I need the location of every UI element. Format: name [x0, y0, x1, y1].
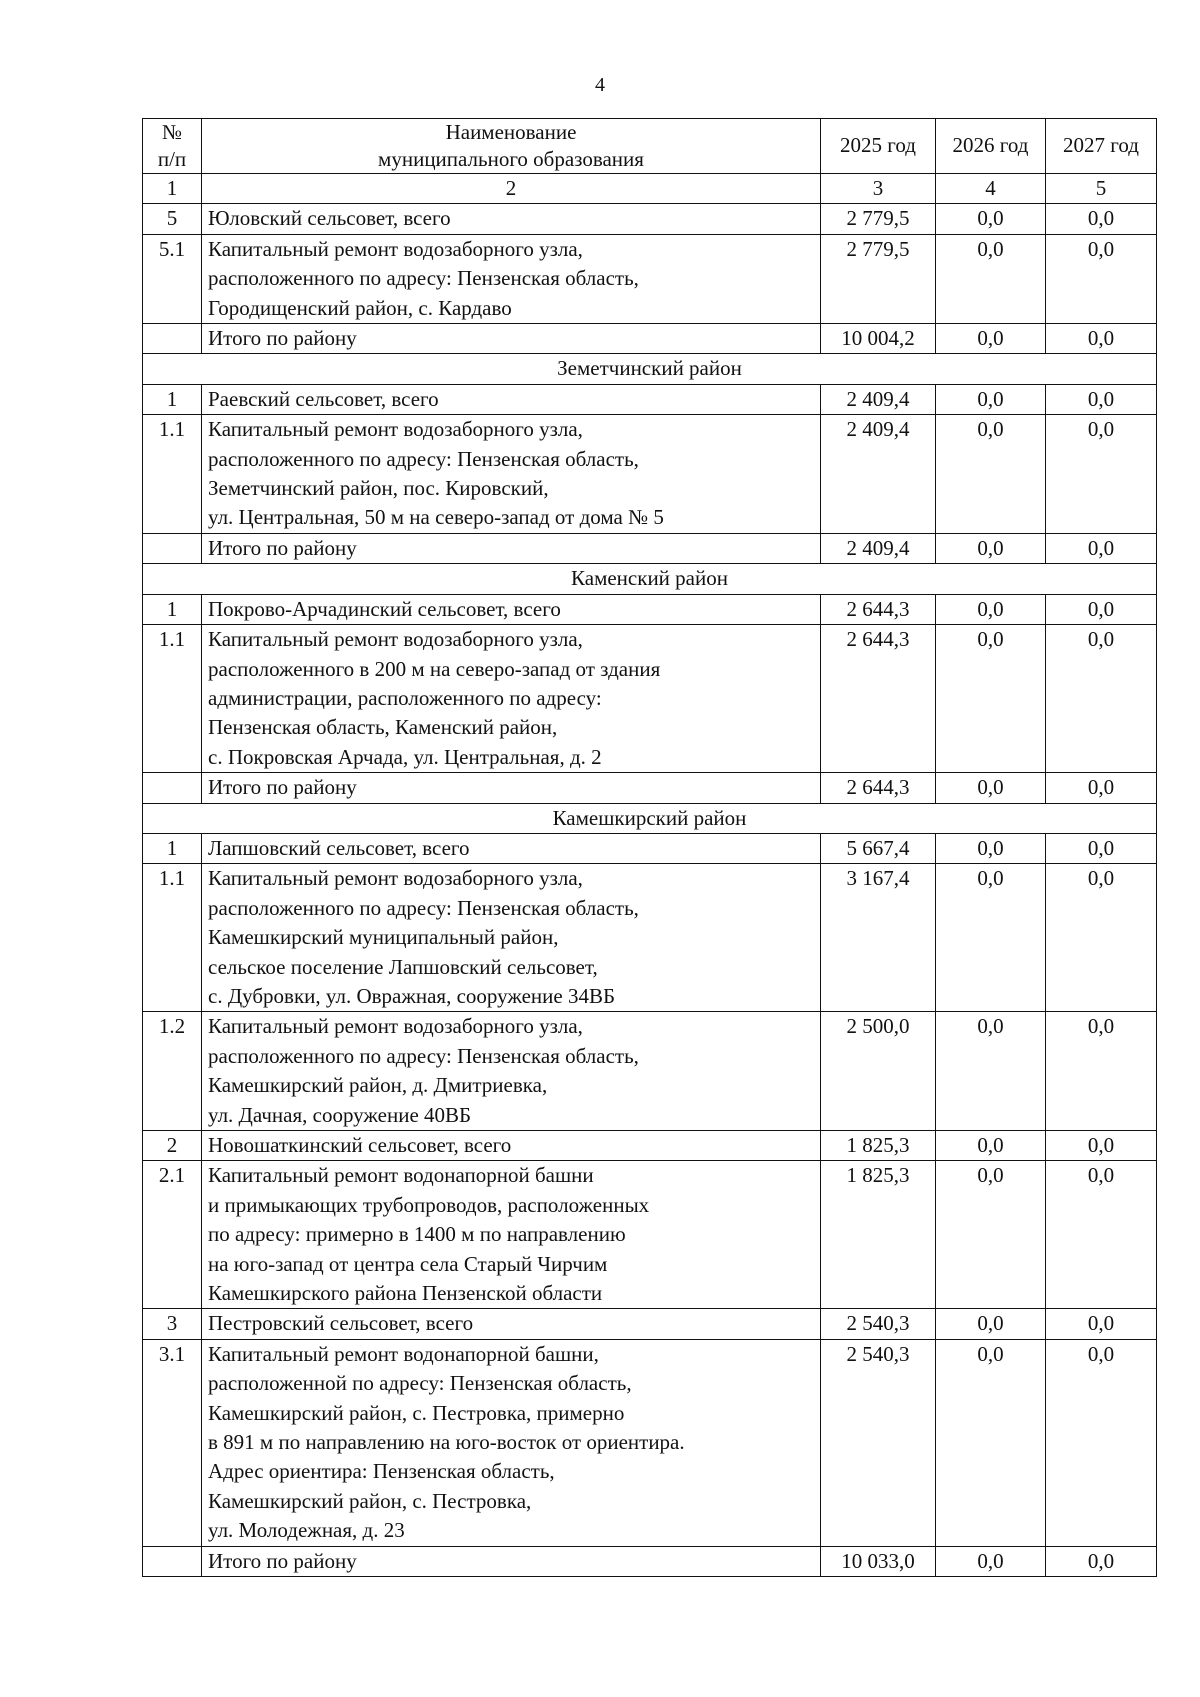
table-row — [143, 773, 1157, 803]
column-index-row — [143, 174, 1157, 204]
table-header — [143, 119, 1157, 174]
column-index: 2 — [202, 174, 821, 204]
value-2025: 2 644,3 — [821, 625, 936, 773]
row-name: Покрово-Арчадинский сельсовет, всего — [202, 594, 821, 624]
district-header-row — [143, 803, 1157, 833]
value-2026: 0,0 — [936, 533, 1046, 563]
header-2027: 2027 год — [1046, 119, 1157, 174]
row-number: 1 — [143, 594, 202, 624]
row-name: Пестровский сельсовет, всего — [202, 1309, 821, 1339]
value-2027: 0,0 — [1046, 234, 1157, 323]
row-number — [143, 1546, 202, 1576]
budget-table — [142, 118, 1157, 1577]
value-2025: 10 004,2 — [821, 324, 936, 354]
value-2026: 0,0 — [936, 204, 1046, 234]
value-2025: 1 825,3 — [821, 1131, 936, 1161]
table-row — [143, 1339, 1157, 1546]
value-2025: 2 540,3 — [821, 1339, 936, 1546]
value-2027: 0,0 — [1046, 1131, 1157, 1161]
value-2027: 0,0 — [1046, 415, 1157, 534]
column-index: 3 — [821, 174, 936, 204]
table-row — [143, 204, 1157, 234]
page-number: 4 — [595, 74, 605, 96]
value-2027: 0,0 — [1046, 1161, 1157, 1309]
table-row — [143, 384, 1157, 414]
row-number: 5.1 — [143, 234, 202, 323]
row-number — [143, 773, 202, 803]
value-2027: 0,0 — [1046, 1546, 1157, 1576]
value-2025: 2 779,5 — [821, 204, 936, 234]
value-2026: 0,0 — [936, 625, 1046, 773]
row-name: Капитальный ремонт водозаборного узла, расположенного по адресу: Пензенская область, Камешкирский район, д. Дмитриевка, ул. Дачная, сооружение 40ВБ — [202, 1012, 821, 1131]
table-row — [143, 864, 1157, 1012]
header-name — [202, 119, 821, 174]
row-number: 1 — [143, 833, 202, 863]
header-row — [143, 119, 1157, 174]
district-header-row — [143, 564, 1157, 594]
row-name: Юловский сельсовет, всего — [202, 204, 821, 234]
row-name: Итого по району — [202, 773, 821, 803]
value-2027: 0,0 — [1046, 625, 1157, 773]
value-2027: 0,0 — [1046, 833, 1157, 863]
table-row — [143, 625, 1157, 773]
value-2026: 0,0 — [936, 833, 1046, 863]
value-2026: 0,0 — [936, 415, 1046, 534]
row-name: Итого по району — [202, 533, 821, 563]
row-number: 1 — [143, 384, 202, 414]
value-2027: 0,0 — [1046, 864, 1157, 1012]
row-number: 5 — [143, 204, 202, 234]
value-2025: 10 033,0 — [821, 1546, 936, 1576]
row-name: Капитальный ремонт водозаборного узла, расположенного по адресу: Пензенская область, Земетчинский район, пос. Кировский, ул. Центральная, 50 м на северо-запад от дома № 5 — [202, 415, 821, 534]
value-2027: 0,0 — [1046, 773, 1157, 803]
header-num-text: № п/п — [157, 120, 187, 171]
table-row — [143, 234, 1157, 323]
table-row — [143, 533, 1157, 563]
value-2026: 0,0 — [936, 773, 1046, 803]
row-number: 1.1 — [143, 415, 202, 534]
value-2026: 0,0 — [936, 324, 1046, 354]
row-number: 3 — [143, 1309, 202, 1339]
column-index: 5 — [1046, 174, 1157, 204]
value-2025: 2 779,5 — [821, 234, 936, 323]
value-2027: 0,0 — [1046, 384, 1157, 414]
row-name: Итого по району — [202, 1546, 821, 1576]
table-row — [143, 833, 1157, 863]
column-index: 4 — [936, 174, 1046, 204]
value-2026: 0,0 — [936, 1309, 1046, 1339]
value-2025: 2 500,0 — [821, 1012, 936, 1131]
row-number — [143, 324, 202, 354]
value-2026: 0,0 — [936, 1131, 1046, 1161]
row-name: Капитальный ремонт водонапорной башни и примыкающих трубопроводов, расположенных по адресу: примерно в 1400 м по направлению на юго-запад от центра села Старый Чирчим Камешкирского района Пензенской области — [202, 1161, 821, 1309]
district-header-row — [143, 354, 1157, 384]
value-2027: 0,0 — [1046, 1309, 1157, 1339]
value-2027: 0,0 — [1046, 204, 1157, 234]
district-name: Камешкирский район — [143, 803, 1157, 833]
row-name: Капитальный ремонт водонапорной башни, расположенной по адресу: Пензенская область, Камешкирский район, с. Пестровка, примерно в 891 м по направлению на юго-восток от ориентира. Адрес ориентира: Пензенская область, Камешкирский район, с. Пестровка, ул. Молодежная, д. 23 — [202, 1339, 821, 1546]
value-2025: 2 409,4 — [821, 384, 936, 414]
row-number: 3.1 — [143, 1339, 202, 1546]
table-row — [143, 1309, 1157, 1339]
value-2025: 1 825,3 — [821, 1161, 936, 1309]
row-number — [143, 533, 202, 563]
table-row — [143, 1546, 1157, 1576]
table-row — [143, 324, 1157, 354]
row-number: 2 — [143, 1131, 202, 1161]
row-name: Капитальный ремонт водозаборного узла, расположенного по адресу: Пензенская область, Городищенский район, с. Кардаво — [202, 234, 821, 323]
value-2026: 0,0 — [936, 1546, 1046, 1576]
table-body — [143, 174, 1157, 1577]
value-2026: 0,0 — [936, 1161, 1046, 1309]
table-row — [143, 1012, 1157, 1131]
value-2025: 5 667,4 — [821, 833, 936, 863]
value-2025: 2 409,4 — [821, 415, 936, 534]
value-2027: 0,0 — [1046, 1339, 1157, 1546]
row-name: Лапшовский сельсовет, всего — [202, 833, 821, 863]
value-2027: 0,0 — [1046, 1012, 1157, 1131]
table-row — [143, 1161, 1157, 1309]
table-row — [143, 415, 1157, 534]
row-number: 1.1 — [143, 864, 202, 1012]
value-2027: 0,0 — [1046, 533, 1157, 563]
table-row — [143, 594, 1157, 624]
district-name: Каменский район — [143, 564, 1157, 594]
row-number: 2.1 — [143, 1161, 202, 1309]
row-number: 1.2 — [143, 1012, 202, 1131]
value-2026: 0,0 — [936, 864, 1046, 1012]
value-2026: 0,0 — [936, 1012, 1046, 1131]
value-2026: 0,0 — [936, 234, 1046, 323]
row-name: Раевский сельсовет, всего — [202, 384, 821, 414]
column-index: 1 — [143, 174, 202, 204]
header-2026: 2026 год — [936, 119, 1046, 174]
value-2027: 0,0 — [1046, 324, 1157, 354]
table-row — [143, 1131, 1157, 1161]
row-number: 1.1 — [143, 625, 202, 773]
row-name: Капитальный ремонт водозаборного узла, расположенного в 200 м на северо-запад от здания администрации, расположенного по адресу: Пензенская область, Каменский район, с. Покровская Арчада, ул. Центральная, д. 2 — [202, 625, 821, 773]
value-2025: 2 644,3 — [821, 773, 936, 803]
value-2026: 0,0 — [936, 384, 1046, 414]
value-2025: 2 644,3 — [821, 594, 936, 624]
value-2025: 2 540,3 — [821, 1309, 936, 1339]
row-name: Итого по району — [202, 324, 821, 354]
district-name: Земетчинский район — [143, 354, 1157, 384]
value-2027: 0,0 — [1046, 594, 1157, 624]
value-2026: 0,0 — [936, 1339, 1046, 1546]
value-2025: 2 409,4 — [821, 533, 936, 563]
value-2026: 0,0 — [936, 594, 1046, 624]
value-2025: 3 167,4 — [821, 864, 936, 1012]
header-name-text: Наименование муниципального образования — [378, 120, 644, 171]
header-num — [143, 119, 202, 174]
row-name: Капитальный ремонт водозаборного узла, расположенного по адресу: Пензенская область, Камешкирский муниципальный район, сельское поселение Лапшовский сельсовет, с. Дубровки, ул. Овражная, сооружение 34ВБ — [202, 864, 821, 1012]
row-name: Новошаткинский сельсовет, всего — [202, 1131, 821, 1161]
header-2025: 2025 год — [821, 119, 936, 174]
